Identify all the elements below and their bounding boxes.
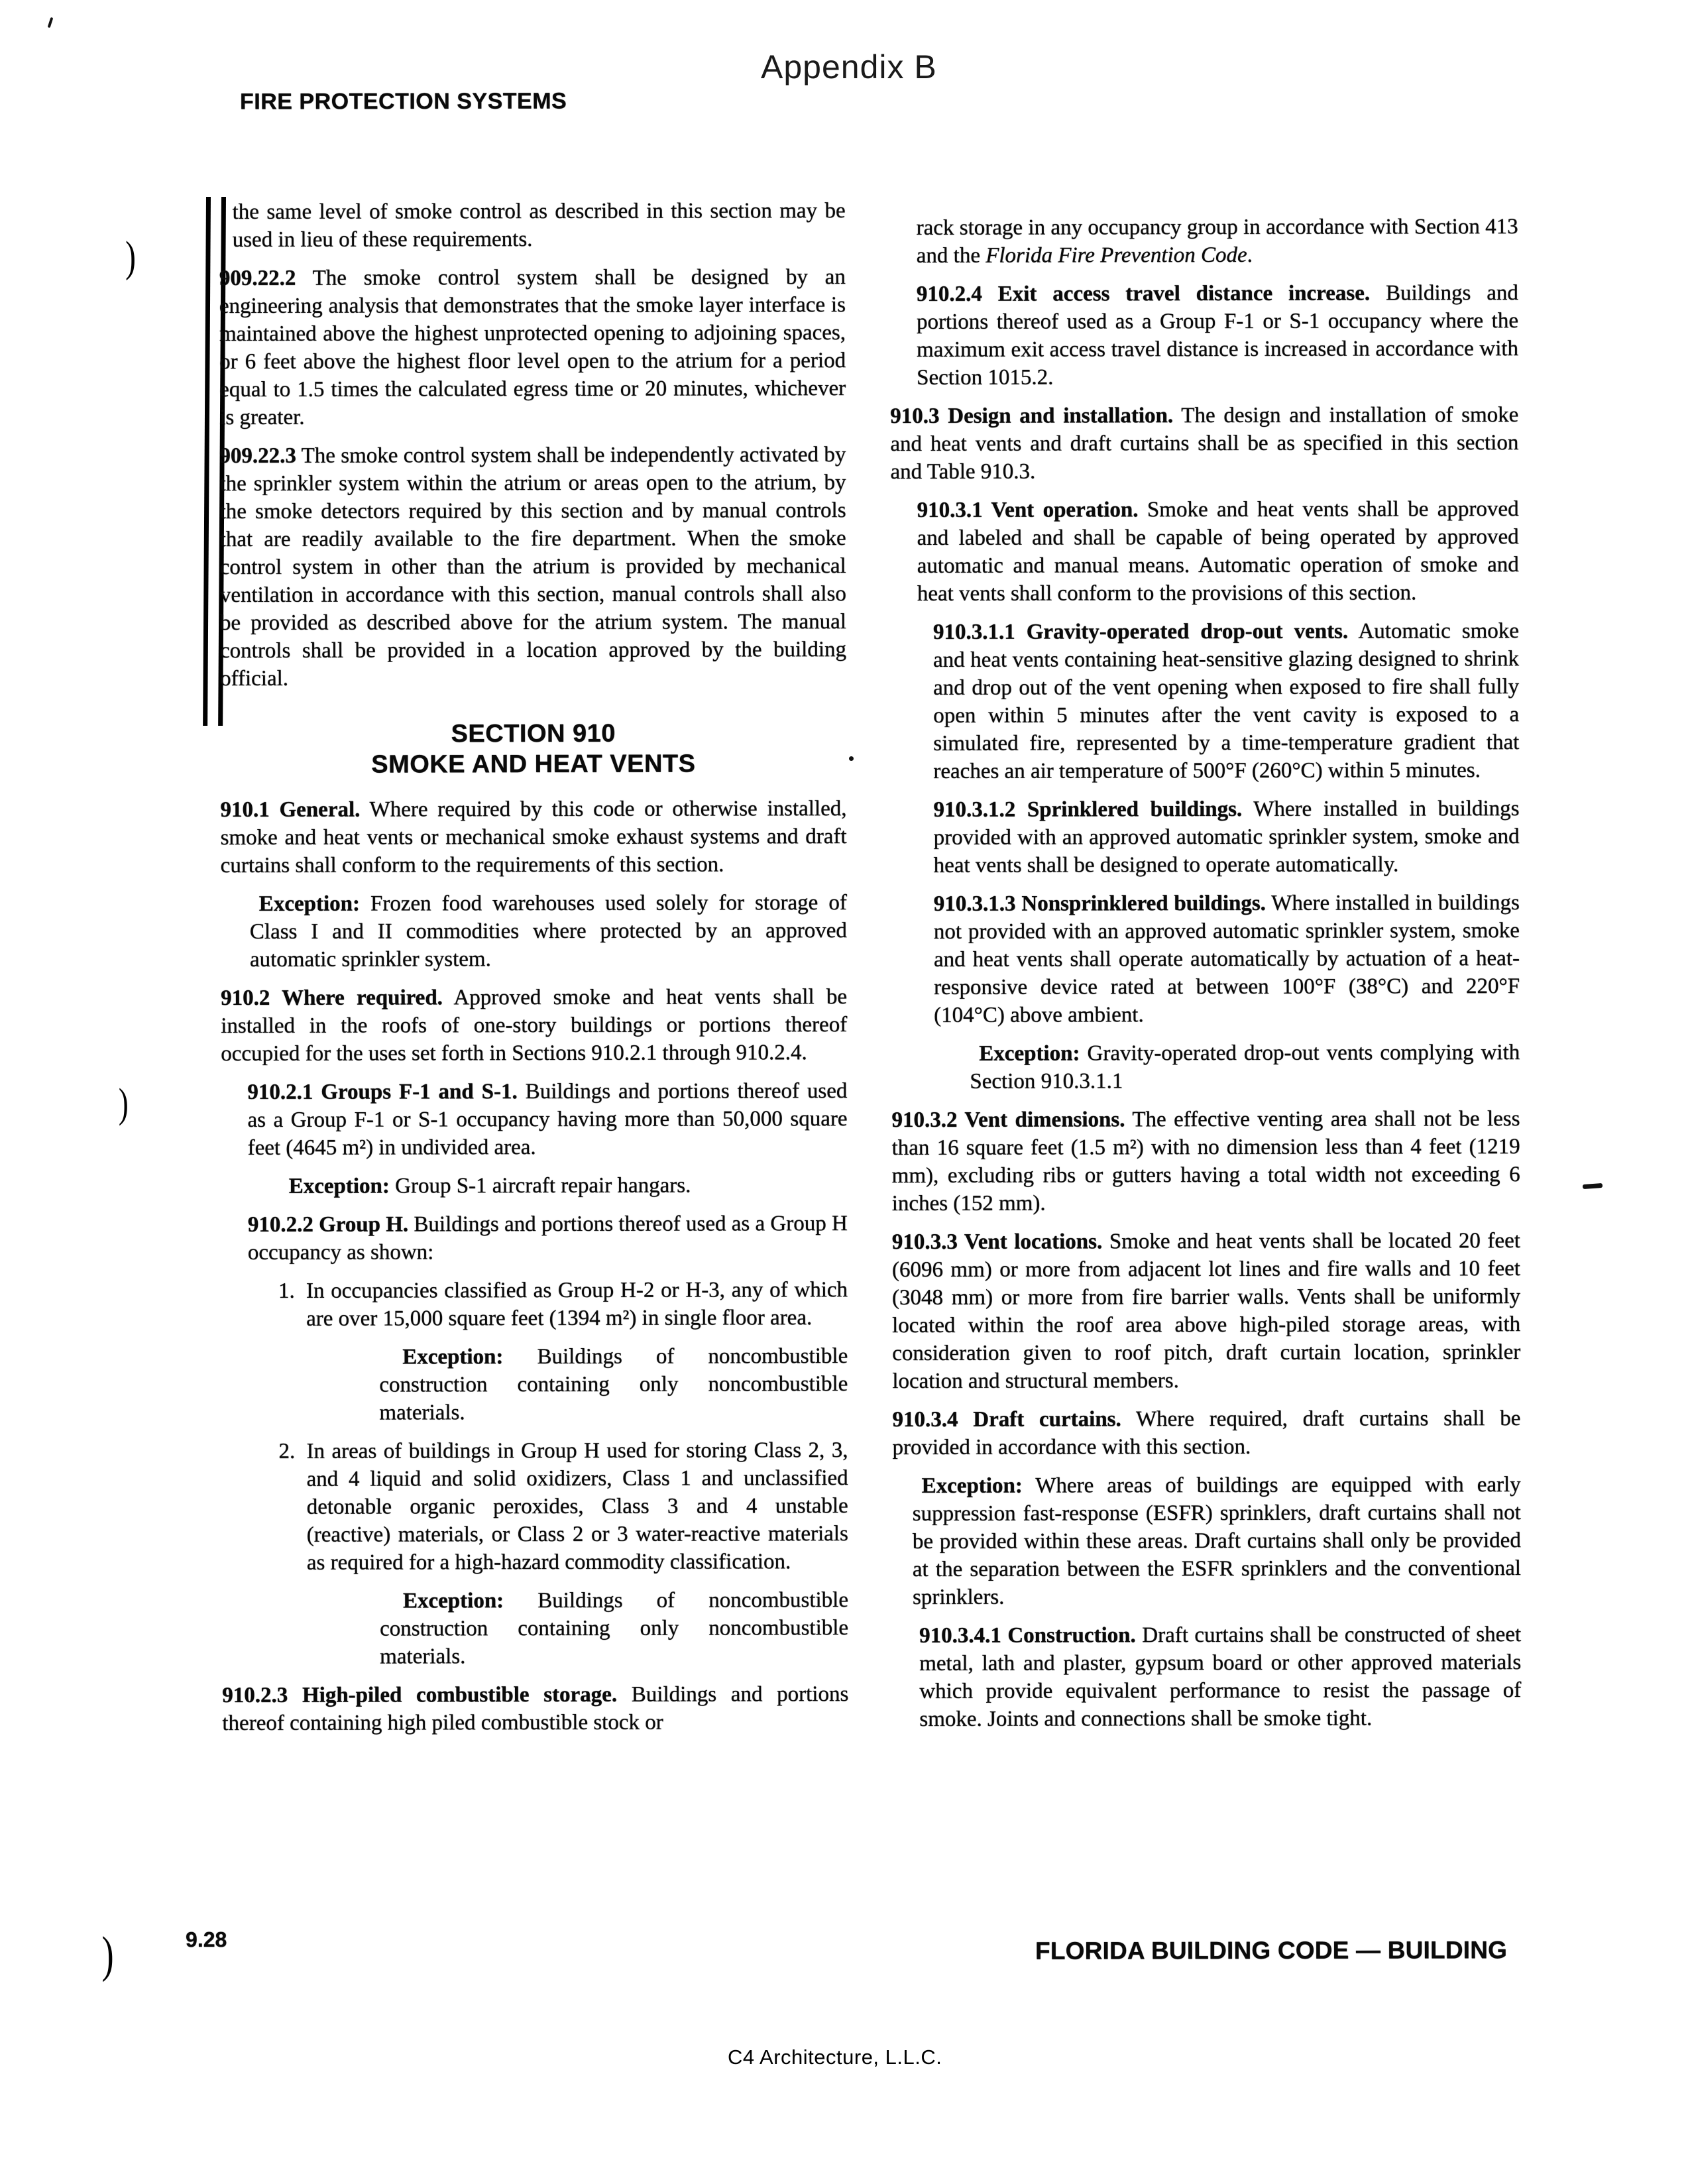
paragraph-text: Where installed in buildings provided with an approved automatic sprinkler system, smoke and heat vents shall be designed to operate automatically. <box>933 797 1520 878</box>
paragraph-text: Buildings and portions thereof used as a Group H occupancy as shown: <box>247 1212 848 1265</box>
paragraph-910-2 <box>221 983 847 1068</box>
section-number: 910.3.1.2 Sprinklered buildings. <box>933 797 1243 822</box>
paragraph-909-22-2 <box>219 263 846 431</box>
section-910-heading <box>220 718 846 780</box>
section-number: 910.2.1 Groups F-1 and S-1. <box>247 1080 518 1104</box>
paragraph-910-3-2 <box>891 1105 1520 1218</box>
paragraph-910-3-1 <box>917 495 1518 608</box>
exception-label: Exception: <box>402 1589 504 1613</box>
paragraph-910-3-1-3 <box>934 889 1520 1029</box>
paragraph-text: Buildings and portions thereof used as a Group F-1 or S-1 occupancy where the maximum exit access travel distance is increased in accordance with Section 1015.2. <box>916 281 1519 390</box>
exception-label: Exception: <box>288 1174 390 1198</box>
section-number: 910.3.4 Draft curtains. <box>892 1407 1121 1432</box>
section-number: 910.3.1.1 Gravity-operated drop-out vents. <box>932 619 1349 644</box>
section-heading-line1: SECTION 910 <box>451 719 616 748</box>
appendix-label: Appendix B <box>761 48 937 86</box>
paragraph-910-2-3-continuation <box>917 213 1518 270</box>
exception-text: Group S-1 aircraft repair hangars. <box>395 1173 691 1198</box>
exception-text: Buildings of noncombustible construction containing only noncombustible materials. <box>380 1588 849 1669</box>
paragraph-text: Draft curtains shall be constructed of sheet metal, lath and plaster, gypsum board or other approved materials which provide equivalent performance to resist the passage of smoke. Joints and connections shall be smoke tight. <box>919 1623 1522 1731</box>
section-number: 910.2.4 Exit access travel distance increase. <box>916 281 1371 306</box>
paragraph-text: Where installed in buildings not provided with an approved automatic sprinkler system, smoke and heat vents shall operate automatically by actuation of a heat-responsive device rated at between 100°F (38°C) and 220°F (104°C) above ambient. <box>933 891 1520 1027</box>
right-text-column <box>890 198 1522 1744</box>
paragraph-910-2-2 <box>248 1210 848 1267</box>
section-number: 910.2.3 High-piled combustible storage. <box>222 1682 618 1707</box>
paragraph-text: Smoke and heat vents shall be located 20 feet (6096 mm) or more from adjacent lot lines and fire walls and 10 feet (3048 mm) or more from fire barrier walls. Vents shall be uniformly located within the roof area above high-piled storage areas, with consideration given to roof pitch, draft curtain location, sprinkler location and structural members. <box>891 1229 1521 1393</box>
attribution-line: C4 Architecture, L.L.C. <box>728 2045 942 2069</box>
section-number: 910.1 General. <box>220 797 361 822</box>
margin-pen-mark: ) <box>125 233 136 281</box>
exception-item-1 <box>379 1342 848 1426</box>
paragraph-text: Buildings and portions thereof used as a Group F-1 or S-1 occupancy having more than 50,000 square feet (4645 m²) in undivided area. <box>247 1079 848 1160</box>
scan-artifact-dash <box>1583 1183 1603 1189</box>
paragraph-text: rack storage in any occupancy group in accordance with Section 413 and the <box>916 215 1518 268</box>
paragraph-text: The effective venting area shall not be less than 16 square feet (1.5 m²) with no dimension less than 4 feet (1219 mm), excluding ribs or gutters having a total width not exceeding 6 inches (152 mm). <box>891 1107 1520 1216</box>
scan-artifact-speck <box>48 17 54 28</box>
paragraph-text: . <box>1247 243 1253 267</box>
paragraph-910-3-1-2 <box>933 795 1519 880</box>
exception-910-3-1-3 <box>970 1039 1520 1096</box>
section-number: 910.3 Design and installation. <box>890 404 1174 428</box>
list-item-2 <box>278 1436 848 1577</box>
list-item-number: 2. <box>278 1439 296 1464</box>
paragraph-910-2-1 <box>247 1077 847 1162</box>
section-number: 910.3.1 Vent operation. <box>917 498 1139 522</box>
exception-text: Buildings of noncombustible construction containing only noncombustible materials. <box>379 1344 848 1425</box>
paragraph-909-22-1-continuation <box>233 197 846 254</box>
paragraph-text: Where required by this code or otherwise installed, smoke and heat vents or mechanical smoke exhaust systems and draft curtains shall conform to the requirements of this section. <box>220 797 847 878</box>
list-item-1 <box>278 1276 848 1333</box>
section-number: 910.3.4.1 Construction. <box>919 1623 1136 1648</box>
exception-item-2 <box>380 1586 848 1670</box>
paragraph-910-3-4 <box>892 1405 1520 1462</box>
section-number: 910.2.2 Group H. <box>247 1212 409 1237</box>
exception-text: Frozen food warehouses used solely for storage of Class I and II commodities where protected by an approved automatic sprinkler system. <box>249 891 847 972</box>
margin-pen-mark: ) <box>101 1927 114 1983</box>
paragraph-text: The smoke control system shall be designed by an engineering analysis that demonstrates that the smoke layer interface is maintained above the highest unprotected opening to adjoining spaces, or 6 feet above the highest floor level open to the atrium for a period equal to 1.5 times the calculated egress time or 20 minutes, whichever is greater. <box>219 265 846 430</box>
section-number: 910.2 Where required. <box>221 986 443 1010</box>
exception-910-2-1 <box>280 1171 848 1200</box>
section-number: 910.3.3 Vent locations. <box>891 1230 1103 1254</box>
paragraph-910-3-1-1 <box>933 617 1520 785</box>
section-number: 910.3.1.3 Nonsprinklered buildings. <box>933 891 1266 916</box>
paragraph-text: The design and installation of smoke and heat vents and draft curtains shall be as specified in this section and Table 910.3. <box>890 403 1519 484</box>
exception-text: Gravity-operated drop-out vents complying with Section 910.3.1.1 <box>970 1041 1520 1094</box>
page-number: 9.28 <box>185 1927 227 1952</box>
margin-pen-mark: ) <box>118 1081 129 1126</box>
exception-text: Where areas of buildings are equipped with early suppression fast-response (ESFR) sprinklers, draft curtains shall not be provided within these areas. Draft curtains shall only be provided at the separation between the ESFR sprinklers and the conventional sprinklers. <box>912 1473 1521 1609</box>
paragraph-909-22-3 <box>219 441 846 693</box>
paragraph-text: Smoke and heat vents shall be approved and labeled and shall be capable of being operated by approved automatic and manual means. Automatic operation of smoke and heat vents shall conform to the provisions of this section. <box>917 497 1519 606</box>
list-item-text: In areas of buildings in Group H used for storing Class 2, 3, and 4 liquid and solid oxidizers, Class 1 and unclassified detonable organic peroxides, Class 3 and 4 unstable (reactive) materials, or Class 2 or 3 water-reactive materials as required for a high-hazard commodity classification. <box>306 1438 848 1575</box>
exception-label: Exception: <box>979 1041 1080 1066</box>
paragraph-text: the same level of smoke control as described in this section may be used in lieu of these requirements. <box>232 199 846 252</box>
running-footer-title: FLORIDA BUILDING CODE — BUILDING <box>1035 1936 1508 1965</box>
section-number: 909.22.2 <box>219 266 296 290</box>
section-number: 910.3.2 Vent dimensions. <box>891 1108 1125 1132</box>
paragraph-text: Where required, draft curtains shall be provided in accordance with this section. <box>892 1407 1521 1460</box>
paragraph-text: Buildings and portions thereof containing high piled combustible stock or <box>222 1682 849 1735</box>
paragraph-910-3 <box>890 401 1518 486</box>
paragraph-910-2-4 <box>917 279 1518 392</box>
paragraph-text: Approved smoke and heat vents shall be installed in the roofs of one-story buildings or portions thereof occupied for the uses set forth in Sections 910.2.1 through 910.2.4. <box>221 985 848 1066</box>
paragraph-text: Automatic smoke and heat vents containing heat-sensitive glazing designed to shrink and drop out of the vent opening when exposed to fire shall fully open within 5 minutes after the vent cavity is exposed to a simulated fire, represented by a time-temperature gradient that reaches an air temperature of 500°F (260°C) within 5 minutes. <box>932 619 1520 783</box>
exception-label: Exception: <box>402 1345 504 1369</box>
left-text-column <box>219 197 849 1748</box>
exception-910-3-4 <box>913 1471 1521 1611</box>
scan-artifact-speck <box>849 756 854 761</box>
list-item-text: In occupancies classified as Group H-2 or H-3, any of which are over 15,000 square feet (1394 m²) in single floor area. <box>306 1278 848 1331</box>
paragraph-910-2-3 <box>222 1680 848 1737</box>
italic-code-title: Florida Fire Prevention Code <box>986 243 1247 268</box>
exception-910-1 <box>250 889 847 974</box>
paragraph-910-3-3 <box>892 1227 1521 1395</box>
chapter-title: FIRE PROTECTION SYSTEMS <box>239 88 567 115</box>
exception-label: Exception: <box>921 1473 1023 1498</box>
section-number: 909.22.3 <box>219 443 296 468</box>
list-item-number: 1. <box>278 1279 295 1303</box>
revision-change-bar <box>203 197 211 726</box>
section-heading-line2: SMOKE AND HEAT VENTS <box>371 750 696 779</box>
paragraph-910-1 <box>220 795 846 880</box>
paragraph-text: The smoke control system shall be independently activated by the sprinkler system within the atrium or areas open to the atrium, by the smoke detectors required by this section and by manual controls that are readily available to the fire department. When the smoke control system in other than the atrium is provided by mechanical ventilation in accordance with this section, manual controls shall also be provided as described above for the atrium system. The manual controls shall be provided in a location approved by the building official. <box>219 443 847 691</box>
exception-label: Exception: <box>258 891 360 916</box>
paragraph-910-3-4-1 <box>919 1621 1521 1733</box>
